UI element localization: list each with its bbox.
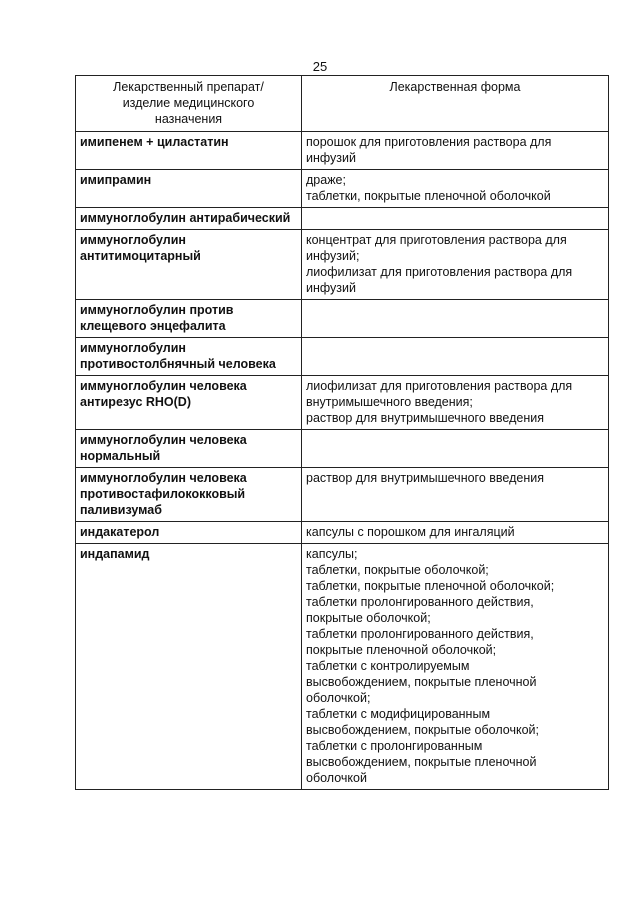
table-row — [76, 132, 609, 170]
dosage-form-line: высвобождением, покрытые пленочной — [306, 675, 537, 689]
dosage-form-line: лиофилизат для приготовления раствора для — [306, 265, 573, 279]
drug-name-line: индапамид — [80, 547, 150, 561]
table-row — [76, 300, 609, 338]
table-row — [76, 522, 609, 544]
drug-name-cell — [76, 376, 302, 430]
dosage-form-cell — [302, 132, 609, 170]
drug-name-cell — [76, 430, 302, 468]
dosage-form-line: таблетки пролонгированного действия, — [306, 627, 534, 641]
drug-name-line: клещевого энцефалита — [80, 319, 226, 333]
dosage-form-line: таблетки, покрытые оболочкой; — [306, 563, 489, 577]
drug-name-line: иммуноглобулин — [80, 233, 186, 247]
dosage-form-cell — [302, 376, 609, 430]
drug-name-line: нормальный — [80, 449, 161, 463]
dosage-form-line: инфузий; — [306, 249, 360, 263]
drug-name-line: иммуноглобулин человека — [80, 433, 247, 447]
drug-name-line: имипрамин — [80, 173, 152, 187]
dosage-form-cell — [302, 170, 609, 208]
dosage-form-cell — [302, 430, 609, 468]
dosage-form-line: инфузий — [306, 281, 356, 295]
drug-name-cell — [76, 338, 302, 376]
dosage-form-line: драже; — [306, 173, 346, 187]
dosage-form-line: раствор для внутримышечного введения — [306, 411, 544, 425]
table-row — [76, 230, 609, 300]
dosage-form-line: капсулы с порошком для ингаляций — [306, 525, 515, 539]
table-row — [76, 544, 609, 790]
drug-name-line: иммуноглобулин человека — [80, 379, 247, 393]
drug-name-cell — [76, 544, 302, 790]
header-drug-line: назначения — [154, 112, 223, 126]
header-drug-line: Лекарственный препарат/ — [113, 80, 264, 94]
dosage-form-cell — [302, 522, 609, 544]
dosage-form-line: инфузий — [306, 151, 356, 165]
drug-name-cell — [76, 522, 302, 544]
drug-name-line: антитимоцитарный — [80, 249, 201, 263]
page-number: 25 — [312, 59, 328, 74]
drug-name-line: иммуноглобулин против — [80, 303, 234, 317]
header-drug — [76, 76, 302, 132]
dosage-form-line: таблетки пролонгированного действия, — [306, 595, 534, 609]
drug-name-line: антирезус RHO(D) — [80, 395, 191, 409]
dosage-form-line: таблетки с модифицированным — [306, 707, 491, 721]
drug-name-cell — [76, 230, 302, 300]
drug-name-line: имипенем + циластатин — [80, 135, 229, 149]
table-row — [76, 170, 609, 208]
drug-name-line: паливизумаб — [80, 503, 162, 517]
drug-name-line: противостолбнячный человека — [80, 357, 276, 371]
dosage-form-cell — [302, 338, 609, 376]
dosage-form-line: высвобождением, покрытые оболочкой; — [306, 723, 539, 737]
dosage-form-cell — [302, 468, 609, 522]
header-form-line: Лекарственная форма — [389, 80, 521, 94]
drug-name-line: иммуноглобулин — [80, 341, 186, 355]
dosage-form-line: таблетки с пролонгированным — [306, 739, 483, 753]
dosage-form-line: оболочкой; — [306, 691, 371, 705]
dosage-form-cell — [302, 208, 609, 230]
dosage-form-cell — [302, 300, 609, 338]
drug-name-cell — [76, 208, 302, 230]
dosage-form-line: раствор для внутримышечного введения — [306, 471, 544, 485]
header-form — [302, 76, 609, 132]
dosage-form-line: лиофилизат для приготовления раствора для — [306, 379, 573, 393]
drug-name-cell — [76, 170, 302, 208]
dosage-form-line: порошок для приготовления раствора для — [306, 135, 552, 149]
dosage-form-line: таблетки, покрытые пленочной оболочкой — [306, 189, 551, 203]
dosage-form-line: высвобождением, покрытые пленочной — [306, 755, 537, 769]
table-row — [76, 376, 609, 430]
drug-name-cell — [76, 468, 302, 522]
table-row — [76, 338, 609, 376]
drug-table — [75, 75, 609, 790]
table-row — [76, 468, 609, 522]
table-header-row — [76, 76, 609, 132]
drug-name-cell — [76, 132, 302, 170]
dosage-form-cell — [302, 544, 609, 790]
drug-name-line: иммуноглобулин человека — [80, 471, 247, 485]
drug-name-line: индакатерол — [80, 525, 160, 539]
dosage-form-line: покрытые пленочной оболочкой; — [306, 643, 497, 657]
drug-name-line: противостафилококковый — [80, 487, 246, 501]
drug-name-cell — [76, 300, 302, 338]
table-body — [76, 132, 609, 790]
dosage-form-cell — [302, 230, 609, 300]
dosage-form-line: покрытые оболочкой; — [306, 611, 431, 625]
dosage-form-line: оболочкой — [306, 771, 367, 785]
table-row — [76, 430, 609, 468]
dosage-form-line: концентрат для приготовления раствора для — [306, 233, 567, 247]
dosage-form-line: таблетки, покрытые пленочной оболочкой; — [306, 579, 555, 593]
table-row — [76, 208, 609, 230]
header-drug-line: изделие медицинского — [122, 96, 255, 110]
drug-name-line: иммуноглобулин антирабический — [80, 211, 291, 225]
dosage-form-line: внутримышечного введения; — [306, 395, 473, 409]
dosage-form-line: капсулы; — [306, 547, 358, 561]
dosage-form-line: таблетки с контролируемым — [306, 659, 470, 673]
